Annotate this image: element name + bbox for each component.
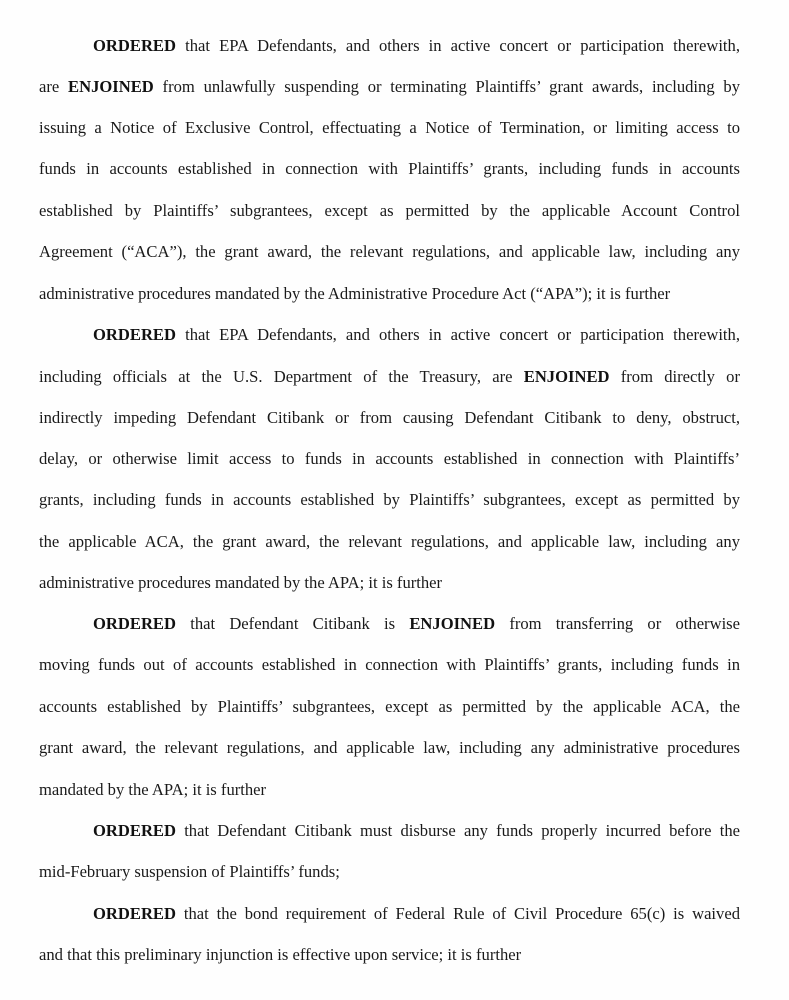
ordered-keyword: ORDERED <box>93 904 176 923</box>
paragraph-2-line-7: administrative procedures mandated by the APA; it is further <box>39 573 443 592</box>
paragraph-1-line-4: funds in accounts established in connection with Plaintiffs’ grants, including funds in accounts <box>39 159 740 178</box>
paragraph-1-line-3: issuing a Notice of Exclusive Control, effectuating a Notice of Termination, or limiting access to <box>39 118 740 137</box>
paragraph-1-line-7: administrative procedures mandated by the Administrative Procedure Act (“APA”); it is further <box>39 284 671 303</box>
ordered-keyword: ORDERED <box>93 325 176 344</box>
paragraph-3-line-5: mandated by the APA; it is further <box>39 780 267 799</box>
ordered-keyword: ORDERED <box>93 36 176 55</box>
paragraph-2-line-1: ORDERED that EPA Defendants, and others in active concert or participation therewith, <box>93 325 740 344</box>
paragraph-4-line-2: mid-February suspension of Plaintiffs’ funds; <box>39 862 340 881</box>
paragraph-5-line-1: ORDERED that the bond requirement of Federal Rule of Civil Procedure 65(c) is waived <box>93 904 740 923</box>
paragraph-1-line-6: Agreement (“ACA”), the grant award, the relevant regulations, and applicable law, including any <box>39 242 740 261</box>
paragraph-5-line-2: and that this preliminary injunction is effective upon service; it is further <box>39 945 522 964</box>
paragraph-2-line-3: indirectly impeding Defendant Citibank or from causing Defendant Citibank to deny, obstruct, <box>39 408 740 427</box>
ordered-keyword: ORDERED <box>93 614 176 633</box>
paragraph-1-line-1: ORDERED that EPA Defendants, and others in active concert or participation therewith, <box>93 36 740 55</box>
paragraph-2-line-2: including officials at the U.S. Department of the Treasury, are ENJOINED from directly or <box>39 367 740 386</box>
paragraph-1-line-2: are ENJOINED from unlawfully suspending or terminating Plaintiffs’ grant awards, including by <box>39 77 740 96</box>
paragraph-4-line-1: ORDERED that Defendant Citibank must disburse any funds properly incurred before the <box>93 821 740 840</box>
enjoined-keyword: ENJOINED <box>68 77 154 96</box>
enjoined-keyword: ENJOINED <box>409 614 496 633</box>
paragraph-3-line-3: accounts established by Plaintiffs’ subgrantees, except as permitted by the applicable ACA, the <box>39 697 740 716</box>
ordered-keyword: ORDERED <box>93 821 176 840</box>
paragraph-3-line-2: moving funds out of accounts established in connection with Plaintiffs’ grants, including funds in <box>39 655 740 674</box>
paragraph-2-line-5: grants, including funds in accounts established by Plaintiffs’ subgrantees, except as permitted by <box>39 490 740 509</box>
paragraph-1-line-5: established by Plaintiffs’ subgrantees, except as permitted by the applicable Account Control <box>39 201 740 220</box>
enjoined-keyword: ENJOINED <box>523 367 610 386</box>
paragraph-3-line-4: grant award, the relevant regulations, and applicable law, including any administrative procedures <box>39 738 740 757</box>
paragraph-2-line-4: delay, or otherwise limit access to funds in accounts established in connection with Plaintiffs’ <box>39 449 740 468</box>
paragraph-2-line-6: the applicable ACA, the grant award, the relevant regulations, and applicable law, including any <box>39 532 740 551</box>
paragraph-3-line-1: ORDERED that Defendant Citibank is ENJOINED from transferring or otherwise <box>93 614 740 633</box>
